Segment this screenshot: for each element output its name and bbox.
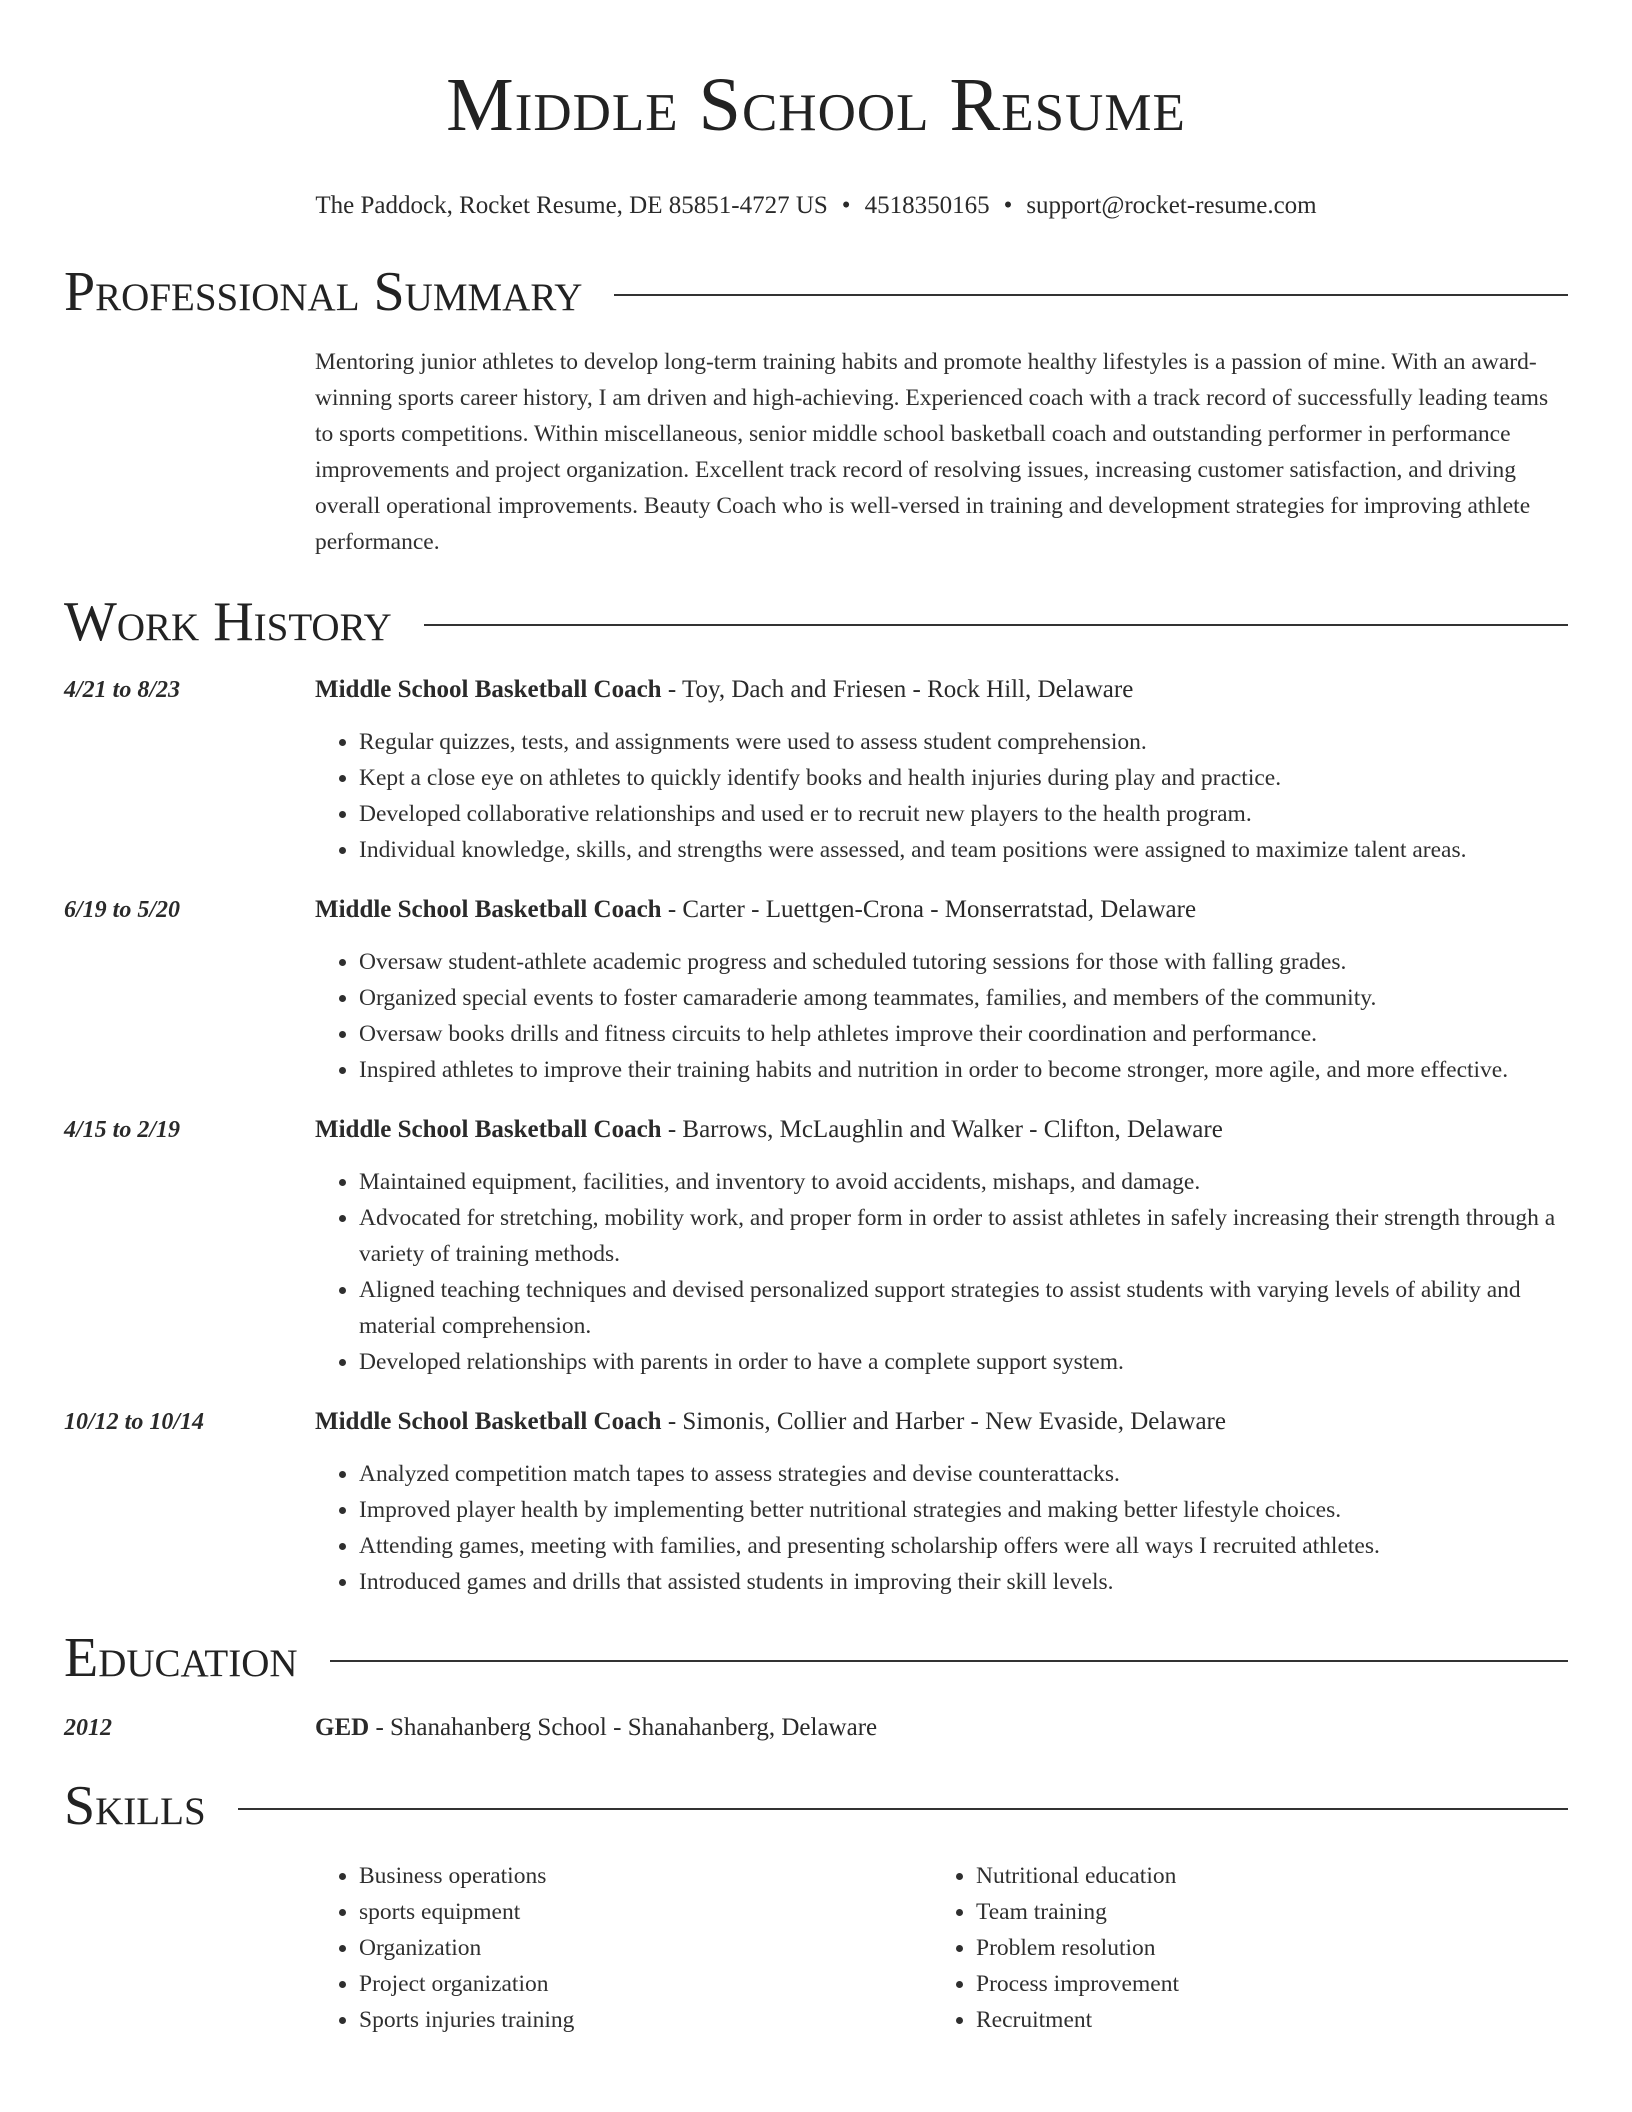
job-bullets bbox=[315, 944, 1568, 1088]
skill-item: • sports equipment bbox=[359, 1894, 932, 1930]
skill-item: • Team training bbox=[976, 1894, 1549, 1930]
job-body bbox=[315, 1112, 1568, 1380]
job-bullet: • Developed collaborative relationships and used er to recruit new players to the health program. bbox=[359, 796, 1568, 832]
skills-column-left bbox=[315, 1858, 932, 2038]
job-body bbox=[315, 1404, 1568, 1600]
job-heading bbox=[315, 1112, 1568, 1148]
job-heading bbox=[315, 672, 1568, 708]
skill-item: • Business operations bbox=[359, 1858, 932, 1894]
job-bullet: • Analyzed competition match tapes to assess strategies and devise counterattacks. bbox=[359, 1456, 1568, 1492]
job-entry bbox=[64, 1404, 1568, 1600]
job-date: 10/12 to 10/14 bbox=[64, 1409, 205, 1435]
section-divider bbox=[330, 1660, 1568, 1662]
education-section-title: Education bbox=[64, 1627, 298, 1689]
skill-item: • Process improvement bbox=[976, 1966, 1549, 2002]
job-entry bbox=[64, 672, 1568, 868]
education-section-header bbox=[64, 1626, 1568, 1690]
education-heading bbox=[315, 1710, 877, 1746]
job-entry bbox=[64, 1112, 1568, 1380]
job-bullet: • Oversaw student-athlete academic progress and scheduled tutoring sessions for those with falling grades. bbox=[359, 944, 1568, 980]
skill-item: • Recruitment bbox=[976, 2002, 1549, 2038]
job-role: Middle School Basketball Coach bbox=[315, 896, 662, 923]
skill-item: • Nutritional education bbox=[976, 1858, 1549, 1894]
job-bullet: • Inspired athletes to improve their training habits and nutrition in order to become stronger, more agile, and more effective. bbox=[359, 1052, 1568, 1088]
contact-separator: • bbox=[841, 192, 851, 219]
job-bullet: • Regular quizzes, tests, and assignments were used to assess student comprehension. bbox=[359, 724, 1568, 760]
job-details: - Barrows, McLaughlin and Walker - Clifton, Delaware bbox=[661, 1116, 1223, 1143]
work-section-title: Work History bbox=[64, 591, 392, 653]
job-role: Middle School Basketball Coach bbox=[315, 676, 662, 703]
job-bullet: • Individual knowledge, skills, and strengths were assessed, and team positions were assigned to maximize talent areas. bbox=[359, 832, 1568, 868]
job-role: Middle School Basketball Coach bbox=[315, 1408, 662, 1435]
job-heading bbox=[315, 1404, 1568, 1440]
contact-address: The Paddock, Rocket Resume, DE 85851-4727 US bbox=[315, 192, 828, 219]
job-bullet: • Kept a close eye on athletes to quickly identify books and health injuries during play and practice. bbox=[359, 760, 1568, 796]
skill-item: • Organization bbox=[359, 1930, 932, 1966]
education-details: - Shanahanberg School - Shanahanberg, Delaware bbox=[369, 1714, 878, 1741]
job-bullets bbox=[315, 724, 1568, 868]
summary-text: Mentoring junior athletes to develop long-term training habits and promote healthy lifestyles is a passion of mine. With an award-winning sports career history, I am driven and high-achieving. Experienced coach with a track record of successfully leading teams to sports competitions. Within miscellaneous, senior middle school basketball coach and outstanding performer in performance improvements and project organization. Excellent track record of resolving issues, increasing customer satisfaction, and driving overall operational improvements. Beauty Coach who is well-versed in training and development strategies for improving athlete performance. bbox=[315, 349, 1549, 555]
contact-line bbox=[64, 192, 1568, 220]
job-date: 6/19 to 5/20 bbox=[64, 897, 181, 923]
job-bullet: • Attending games, meeting with families, and presenting scholarship offers were all ways I recruited athletes. bbox=[359, 1528, 1568, 1564]
job-bullet: • Maintained equipment, facilities, and inventory to avoid accidents, mishaps, and damage. bbox=[359, 1164, 1568, 1200]
job-bullet: • Oversaw books drills and fitness circuits to help athletes improve their coordination and performance. bbox=[359, 1016, 1568, 1052]
job-date: 4/15 to 2/19 bbox=[64, 1117, 181, 1143]
job-entry bbox=[64, 892, 1568, 1088]
job-bullet: • Improved player health by implementing better nutritional strategies and making better lifestyle choices. bbox=[359, 1492, 1568, 1528]
section-divider bbox=[614, 294, 1568, 296]
work-section-header bbox=[64, 590, 1568, 654]
skill-item: • Project organization bbox=[359, 1966, 932, 2002]
contact-email: support@rocket-resume.com bbox=[1026, 192, 1317, 219]
job-bullet: • Organized special events to foster camaraderie among teammates, families, and members of the community. bbox=[359, 980, 1568, 1016]
skills-list bbox=[315, 1858, 1568, 2038]
section-divider bbox=[424, 624, 1568, 626]
job-body bbox=[315, 892, 1568, 1088]
education-degree: GED bbox=[315, 1714, 370, 1741]
skill-item: • Sports injuries training bbox=[359, 2002, 932, 2038]
job-heading bbox=[315, 892, 1568, 928]
skills-section-title: Skills bbox=[64, 1775, 206, 1837]
job-body bbox=[315, 672, 1568, 868]
job-bullets bbox=[315, 1164, 1568, 1380]
job-bullet: • Introduced games and drills that assisted students in improving their skill levels. bbox=[359, 1564, 1568, 1600]
job-bullets bbox=[315, 1456, 1568, 1600]
section-divider bbox=[238, 1808, 1568, 1810]
education-date: 2012 bbox=[64, 1715, 112, 1741]
job-bullet: • Advocated for stretching, mobility work, and proper form in order to assist athletes in safely increasing their strength through a variety of training methods. bbox=[359, 1200, 1568, 1272]
job-bullet: • Aligned teaching techniques and devised personalized support strategies to assist students with varying levels of ability and material comprehension. bbox=[359, 1272, 1568, 1344]
skills-column-right bbox=[932, 1858, 1549, 2038]
job-details: - Simonis, Collier and Harber - New Evaside, Delaware bbox=[661, 1408, 1226, 1435]
contact-phone: 4518350165 bbox=[864, 192, 990, 219]
job-details: - Carter - Luettgen-Crona - Monserratstad, Delaware bbox=[661, 896, 1197, 923]
contact-separator: • bbox=[1003, 192, 1013, 219]
job-date: 4/21 to 8/23 bbox=[64, 677, 181, 703]
job-bullet: • Developed relationships with parents in order to have a complete support system. bbox=[359, 1344, 1568, 1380]
job-role: Middle School Basketball Coach bbox=[315, 1116, 662, 1143]
skill-item: • Problem resolution bbox=[976, 1930, 1549, 1966]
work-history-list bbox=[64, 672, 1568, 1600]
summary-section-title: Professional Summary bbox=[64, 261, 583, 323]
resume-name: Middle School Resume bbox=[446, 63, 1186, 147]
job-details: - Toy, Dach and Friesen - Rock Hill, Delaware bbox=[661, 676, 1134, 703]
education-entry bbox=[64, 1710, 1568, 1746]
skills-section-header bbox=[64, 1774, 1568, 1838]
summary-section-header bbox=[64, 260, 1568, 324]
